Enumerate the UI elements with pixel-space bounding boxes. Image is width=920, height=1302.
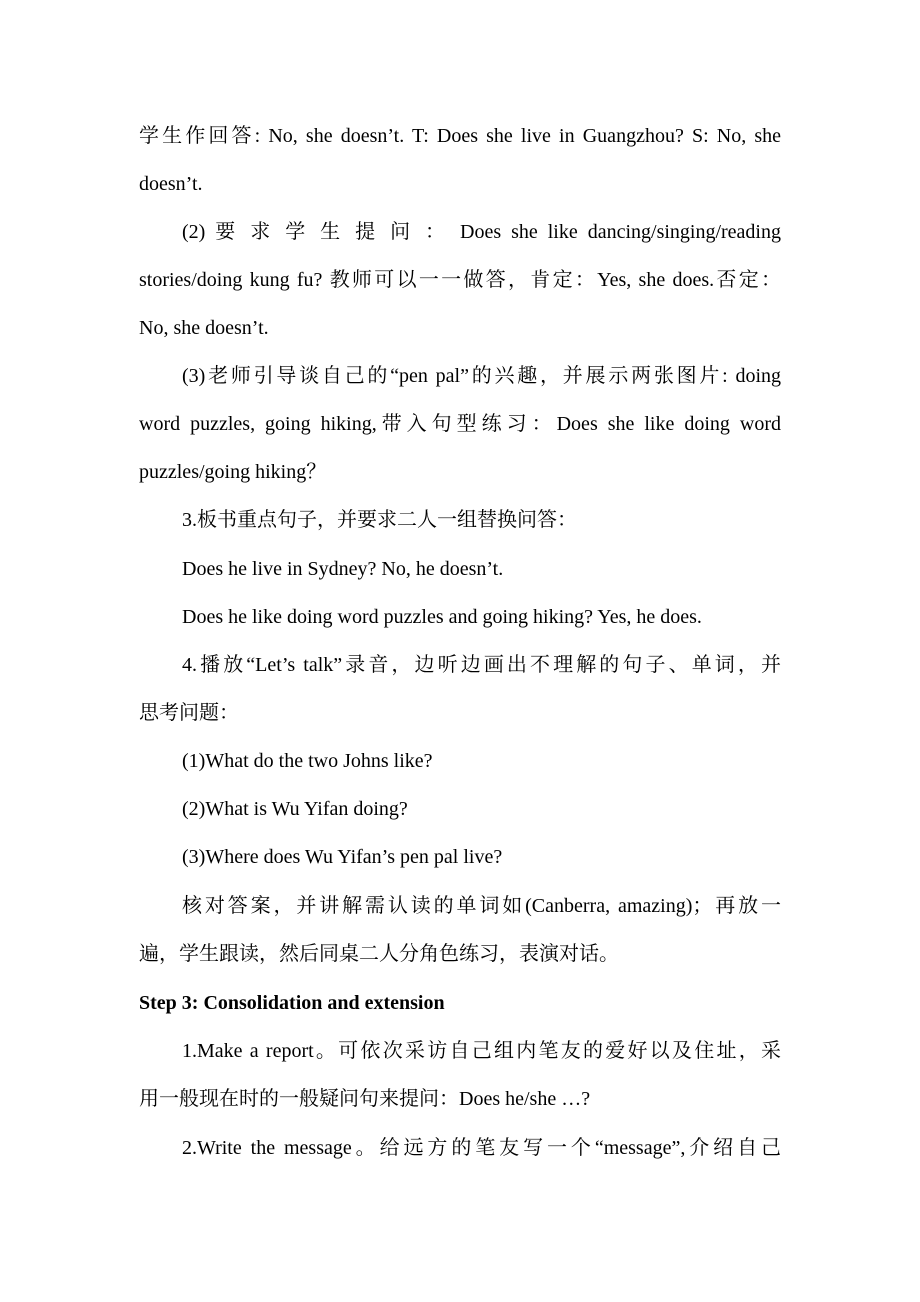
section-heading: Step 3: Consolidation and extension	[139, 992, 445, 1014]
paragraph-line: 学生作回答: No, she doesn’t. T: Does she live in Guangzhou? S: No, she	[139, 125, 781, 147]
paragraph-line: No, she doesn’t.	[139, 317, 269, 339]
example-sentence: Does he live in Sydney? No, he doesn’t.	[182, 558, 504, 580]
paragraph-line: 核对答案，并讲解需认读的单词如(Canberra, amazing)；再放一	[182, 895, 781, 917]
paragraph-line: stories/doing kung fu? 教师可以一一做答，肯定：Yes, she does.否定：	[139, 269, 781, 291]
paragraph-line: 用一般现在时的一般疑问句来提问：Does he/she …?	[139, 1088, 591, 1110]
paragraph-line: 遍，学生跟读，然后同桌二人分角色练习，表演对话。	[139, 943, 619, 965]
paragraph-line: (2) 要 求 学 生 提 问 ： Does she like dancing/singing/reading	[182, 221, 781, 243]
question-item: (2)What is Wu Yifan doing?	[182, 798, 408, 820]
paragraph-line: puzzles/going hiking？	[139, 461, 327, 483]
paragraph-line: 思考问题：	[139, 702, 239, 724]
question-item: (3)Where does Wu Yifan’s pen pal live?	[182, 846, 503, 868]
paragraph-line: doesn’t.	[139, 173, 203, 195]
paragraph-line: 4.播放“Let’s talk”录音，边听边画出不理解的句子、单词，并	[182, 654, 781, 676]
example-sentence: Does he like doing word puzzles and going hiking? Yes, he does.	[182, 606, 702, 628]
paragraph-line: 1.Make a report。可依次采访自己组内笔友的爱好以及住址，采	[182, 1040, 781, 1062]
paragraph-line: (3)老师引导谈自己的“pen pal”的兴趣，并展示两张图片: doing	[182, 365, 781, 387]
paragraph-line: 3.板书重点句子，并要求二人一组替换问答：	[182, 509, 577, 531]
question-item: (1)What do the two Johns like?	[182, 750, 433, 772]
paragraph-line: word puzzles, going hiking,带入句型练习：Does she like doing word	[139, 413, 781, 435]
paragraph-line: 2.Write the message。给远方的笔友写一个“message”,介绍自己	[182, 1137, 781, 1159]
